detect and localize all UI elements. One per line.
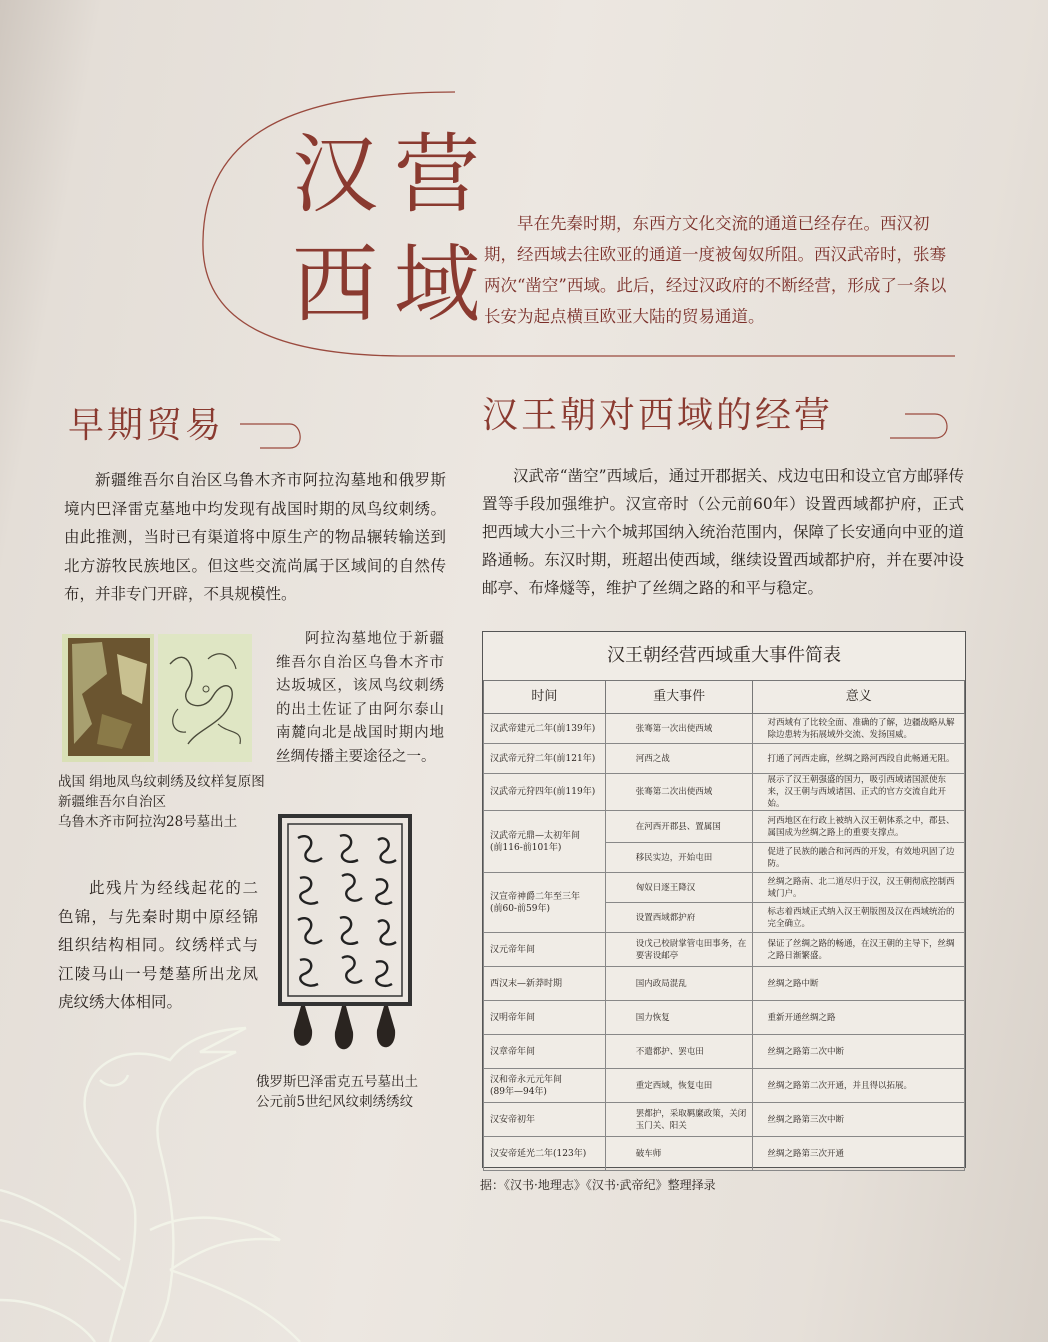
heading-ornament-left — [240, 424, 300, 448]
cell-time: 汉章帝年间 — [484, 1035, 606, 1069]
cell-meaning: 促进了民族的融合和河西的开发，有效地巩固了边防。 — [753, 843, 965, 873]
table-row — [484, 1103, 965, 1137]
table-source-note: 据：《汉书·地理志》《汉书·武帝纪》整理择录 — [480, 1178, 716, 1192]
cell-time: 汉武帝建元二年(前139年) — [484, 714, 606, 744]
cell-event: 张骞第二次出使西域 — [605, 774, 753, 811]
cell-meaning: 丝绸之路第三次中断 — [753, 1103, 965, 1137]
caption-pazyryk-line2: 公元前5世纪风纹刺绣绣纹 — [256, 1094, 414, 1110]
col-header-meaning: 意义 — [753, 681, 965, 714]
cell-event: 重定西域，恢复屯田 — [605, 1069, 753, 1103]
cell-meaning: 展示了汉王朝强盛的国力，吸引西域诸国派使东来，汉王朝与西域诸国、正式的官方交流自此开始。 — [753, 774, 965, 811]
cell-event: 不遣都护、罢屯田 — [605, 1035, 753, 1069]
cell-event: 设置西域都护府 — [605, 903, 753, 933]
table-row — [484, 774, 965, 811]
caption-alagou-line1: 战国 绢地凤鸟纹刺绣及纹样复原图 — [58, 774, 265, 790]
cell-meaning: 重新开通丝绸之路 — [753, 1001, 965, 1035]
cell-meaning: 保证了丝绸之路的畅通，在汉王朝的主导下，丝绸之路日渐繁盛。 — [753, 933, 965, 967]
cell-event: 河西之战 — [605, 744, 753, 774]
section-heading-early-trade: 早期贸易 — [68, 405, 225, 446]
intro-paragraph: 早在先秦时期，东西方文化交流的通道已经存在。西汉初期，经西域去往欧亚的通道一度被匈奴所阻。西汉武帝时，张骞两次“凿空”西域。此后，经过汉政府的不断经营，形成了一条以长安为起点横亘欧亚大陆的贸易通道。 — [484, 214, 947, 326]
caption-alagou-line3: 乌鲁木齐市阿拉沟28号墓出土 — [58, 814, 238, 830]
caption-alagou-line2: 新疆维吾尔自治区 — [58, 794, 166, 810]
cell-time: 汉元帝年间 — [484, 933, 606, 967]
page-title-line1: 汉营 — [292, 125, 496, 225]
cell-time: 汉明帝年间 — [484, 1001, 606, 1035]
cell-meaning: 丝绸之路南、北二道尽归于汉，汉王朝彻底控制西域门户。 — [753, 873, 965, 903]
cell-time: 汉武帝元狩二年(前121年) — [484, 744, 606, 774]
section-heading-han-management: 汉王朝对西域的经营 — [482, 395, 834, 436]
table-row — [484, 811, 965, 843]
cell-meaning: 河西地区在行政上被纳入汉王朝体系之中，郡县、属国成为丝绸之路上的重要支撑点。 — [753, 811, 965, 843]
cell-event: 罢都护，采取羁縻政策，关闭玉门关、阳关 — [605, 1103, 753, 1137]
cell-event: 国力恢复 — [605, 1001, 753, 1035]
phoenix-pattern-drawing — [158, 634, 252, 762]
cell-time: 西汉末—新莽时期 — [484, 967, 606, 1001]
cell-time: 汉武帝元鼎—太初年间 (前116-前101年) — [484, 811, 606, 873]
alagou-tomb-note: 阿拉沟墓地位于新疆维吾尔自治区乌鲁木齐市达坂城区，该凤鸟纹刺绣的出土佐证了由阿尔泰山南麓向北是战国时期内地丝绸传播主要途径之一。 — [276, 631, 444, 765]
table-row — [484, 967, 965, 1001]
cell-time: 汉和帝永元元年间 (89年—94年) — [484, 1069, 606, 1103]
cell-meaning: 打通了河西走廊，丝绸之路河西段自此畅通无阻。 — [753, 744, 965, 774]
cell-event: 国内政局混乱 — [605, 967, 753, 1001]
cell-meaning: 标志着西域正式纳入汉王朝版图及汉在西域统治的完全确立。 — [753, 903, 965, 933]
cell-event: 破车师 — [605, 1137, 753, 1171]
table-row — [484, 1137, 965, 1171]
table-row — [484, 873, 965, 903]
cell-meaning: 对西域有了比较全面、准确的了解，边疆战略从解除边患转为拓展域外交流、发扬国威。 — [753, 714, 965, 744]
cell-meaning: 丝绸之路中断 — [753, 967, 965, 1001]
col-header-event: 重大事件 — [605, 681, 753, 714]
col-header-time: 时间 — [484, 681, 606, 714]
cell-time: 汉宣帝神爵二年至三年 (前60-前59年) — [484, 873, 606, 933]
table-row — [484, 744, 965, 774]
table-row — [484, 1069, 965, 1103]
cell-time: 汉安帝延光二年(123年) — [484, 1137, 606, 1171]
cell-event: 设戊己校尉掌管屯田事务，在要害设邮亭 — [605, 933, 753, 967]
cell-event: 匈奴日逐王降汉 — [605, 873, 753, 903]
early-trade-paragraph: 新疆维吾尔自治区乌鲁木齐市阿拉沟墓地和俄罗斯境内巴泽雷克墓地中均发现有战国时期的凤鸟纹刺绣。由此推测，当时已有渠道将中原生产的物品辗转输送到北方游牧民族地区。但这些交流尚属于区域间的自然传布，并非专门开辟，不具规模性。 — [64, 471, 446, 603]
caption-alagou — [58, 772, 265, 832]
table-row — [484, 1035, 965, 1069]
cell-time: 汉武帝元狩四年(前119年) — [484, 774, 606, 811]
page-title-line2: 西域 — [292, 235, 496, 335]
pazyryk-textile-drawing — [276, 810, 416, 1065]
fragment-note: 此残片为经线起花的二色锦，与先秦时期中原经锦组织结构相同。纹绣样式与江陵马山一号楚墓所出龙凤虎纹绣大体相同。 — [58, 879, 258, 1011]
caption-pazyryk — [256, 1072, 418, 1112]
events-table-panel — [482, 631, 966, 1168]
events-table — [483, 680, 965, 1171]
embroidery-fragment-photo — [62, 634, 154, 762]
cell-event: 移民实边，开始屯田 — [605, 843, 753, 873]
cell-meaning: 丝绸之路第三次开通 — [753, 1137, 965, 1171]
table-row — [484, 1001, 965, 1035]
cell-time: 汉安帝初年 — [484, 1103, 606, 1137]
table-row — [484, 933, 965, 967]
cell-event: 张骞第一次出使西域 — [605, 714, 753, 744]
heading-ornament-right — [890, 414, 947, 438]
cell-event: 在河西开郡县、置属国 — [605, 811, 753, 843]
cell-meaning: 丝绸之路第二次开通，并且得以拓展。 — [753, 1069, 965, 1103]
events-table-title: 汉王朝经营西域重大事件简表 — [607, 645, 841, 666]
caption-pazyryk-line1: 俄罗斯巴泽雷克五号墓出土 — [256, 1074, 418, 1090]
cell-meaning: 丝绸之路第二次中断 — [753, 1035, 965, 1069]
han-management-paragraph: 汉武帝“凿空”西域后，通过开郡据关、戍边屯田和设立官方邮驿传置等手段加强维护。汉宣帝时（公元前60年）设置西域都护府，正式把西域大小三十六个城邦国纳入统治范围内，保障了长安通向中亚的道路通畅。东汉时期，班超出使西域，继续设置西域都护府，并在要冲设邮亭、布烽燧等，维护了丝绸之路的和平与稳定。 — [482, 467, 964, 597]
table-row — [484, 714, 965, 744]
